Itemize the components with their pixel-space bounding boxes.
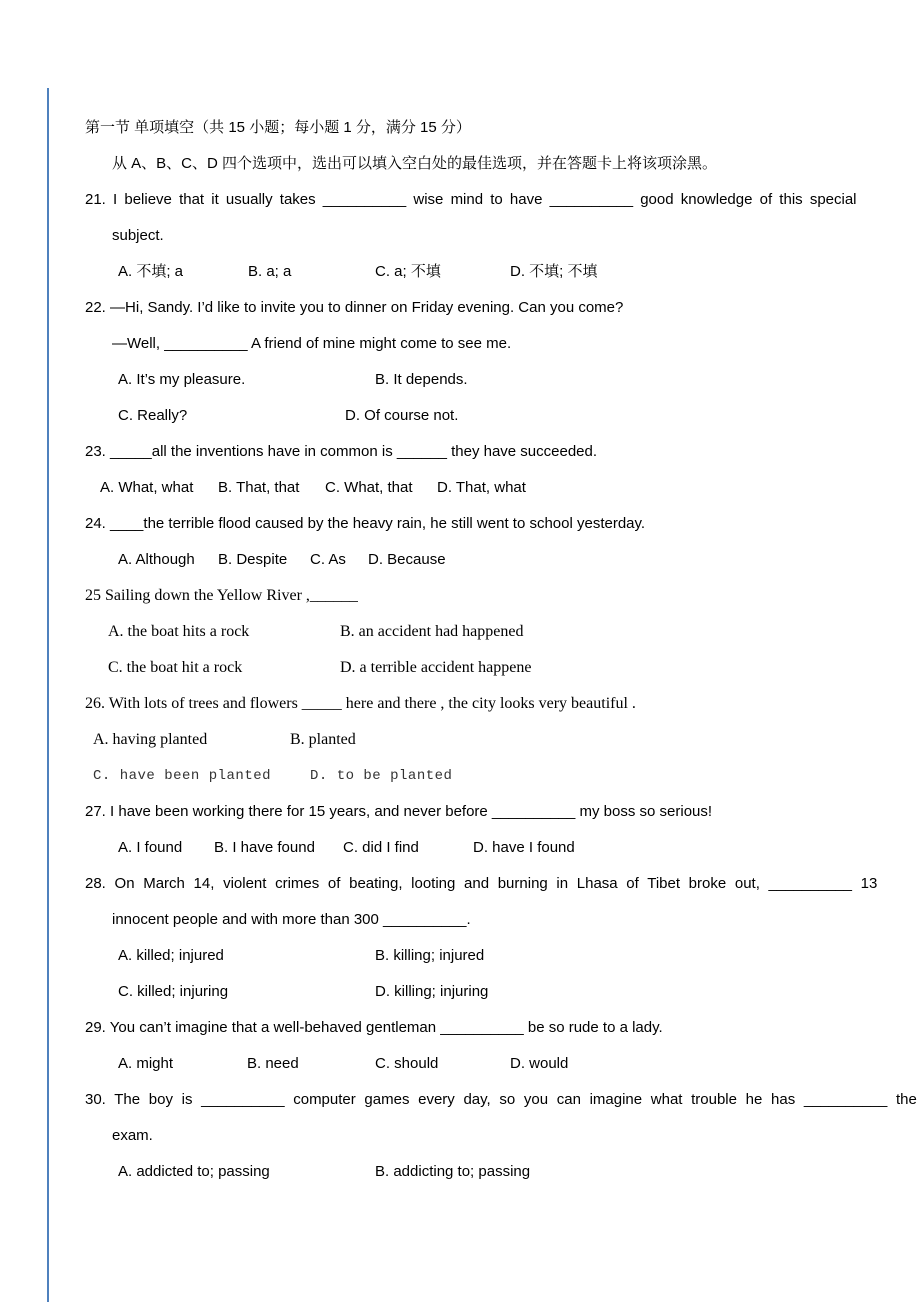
question-text: The boy is __________ computer games every day, so you can imagine what trouble he has __________ the bbox=[114, 1091, 917, 1108]
question-line bbox=[85, 434, 837, 470]
question-text: _____all the inventions have in common is ______ they have succeeded. bbox=[110, 443, 598, 460]
option-d: D. Of course not. bbox=[345, 407, 459, 424]
question-number: 26. bbox=[85, 695, 105, 712]
option-d: D. That, what bbox=[437, 479, 526, 496]
question-number: 27. bbox=[85, 803, 106, 820]
question-28 bbox=[85, 866, 878, 1010]
question-number: 28. bbox=[85, 875, 106, 892]
question-line bbox=[85, 686, 837, 722]
options-row bbox=[85, 1046, 837, 1082]
option-b: B. Despite bbox=[218, 551, 288, 568]
option-d: D. 不填; 不填 bbox=[510, 263, 598, 280]
option-b: B. an accident had happened bbox=[340, 623, 524, 640]
question-line: subject. bbox=[112, 227, 164, 244]
option-c: C. As bbox=[310, 551, 346, 568]
question-21 bbox=[85, 182, 857, 290]
question-25 bbox=[85, 578, 837, 686]
question-number: 23. bbox=[85, 443, 106, 460]
option-c: C. What, that bbox=[325, 479, 413, 496]
option-c: C. killed; injuring bbox=[118, 983, 229, 1000]
question-30 bbox=[85, 1082, 917, 1190]
option-b: B. addicting to; passing bbox=[375, 1163, 531, 1180]
question-line: exam. bbox=[112, 1127, 153, 1144]
options-row bbox=[85, 398, 837, 434]
question-24 bbox=[85, 506, 837, 578]
section-title: 第一节 单项填空（共 15 小题；每小题 1 分，满分 15 分） bbox=[85, 119, 471, 136]
question-line bbox=[85, 506, 837, 542]
option-b: B. I have found bbox=[214, 839, 315, 856]
option-a: A. might bbox=[118, 1055, 174, 1072]
option-d: D. have I found bbox=[473, 839, 575, 856]
options-row bbox=[85, 254, 837, 290]
question-number: 22. bbox=[85, 299, 106, 316]
option-a: A. addicted to; passing bbox=[118, 1163, 270, 1180]
question-line bbox=[85, 1010, 837, 1046]
instruction: 从 A、B、C、D 四个选项中，选出可以填入空白处的最佳选项，并在答题卡上将该项涂黑。 bbox=[112, 155, 718, 172]
options-row bbox=[85, 938, 837, 974]
question-number: 25 bbox=[85, 587, 101, 604]
option-b: B. a; a bbox=[248, 263, 292, 280]
options-row bbox=[85, 830, 837, 866]
option-a: A. killed; injured bbox=[118, 947, 224, 964]
question-line bbox=[85, 866, 878, 902]
question-text: With lots of trees and flowers _____ here and there , the city looks very beautiful . bbox=[108, 695, 636, 712]
question-26 bbox=[85, 686, 837, 794]
question-29 bbox=[85, 1010, 837, 1082]
question-number: 24. bbox=[85, 515, 106, 532]
option-c: C. did I find bbox=[343, 839, 419, 856]
question-line: innocent people and with more than 300 __________. bbox=[112, 911, 471, 928]
option-a: A. What, what bbox=[100, 479, 194, 496]
options-row bbox=[85, 1154, 837, 1190]
option-c: C. a; 不填 bbox=[375, 263, 441, 280]
option-b: B. killing; injured bbox=[375, 947, 485, 964]
option-a: A. having planted bbox=[93, 731, 208, 748]
option-c: C. the boat hit a rock bbox=[108, 659, 243, 676]
option-b: B. That, that bbox=[218, 479, 300, 496]
question-text: You can’t imagine that a well-behaved gentleman __________ be so rude to a lady. bbox=[109, 1019, 663, 1036]
option-d: D. Because bbox=[368, 551, 446, 568]
question-22 bbox=[85, 290, 837, 434]
option-b: B. planted bbox=[290, 731, 356, 748]
question-line bbox=[85, 578, 837, 614]
option-d: D. would bbox=[510, 1055, 569, 1072]
options-row bbox=[85, 650, 837, 686]
question-text: ____the terrible flood caused by the heavy rain, he still went to school yesterday. bbox=[110, 515, 646, 532]
question-line bbox=[85, 794, 837, 830]
option-d: D. to be planted bbox=[310, 768, 453, 784]
question-text: —Hi, Sandy. I’d like to invite you to dinner on Friday evening. Can you come? bbox=[110, 299, 624, 316]
question-number: 29. bbox=[85, 1019, 106, 1036]
option-a: A. 不填; a bbox=[118, 263, 184, 280]
question-27 bbox=[85, 794, 837, 866]
options-row bbox=[85, 542, 837, 578]
options-row bbox=[85, 362, 837, 398]
options-row bbox=[85, 722, 837, 758]
question-text: Sailing down the Yellow River ,______ bbox=[105, 587, 358, 604]
question-number: 21. bbox=[85, 191, 106, 208]
question-line: —Well, __________ A friend of mine might come to see me. bbox=[112, 335, 512, 352]
option-b: B. need bbox=[247, 1055, 299, 1072]
question-line bbox=[85, 1082, 917, 1118]
option-c: C. Really? bbox=[118, 407, 188, 424]
option-b: B. It depends. bbox=[375, 371, 468, 388]
option-a: A. Although bbox=[118, 551, 195, 568]
option-d: D. killing; injuring bbox=[375, 983, 489, 1000]
question-number: 30. bbox=[85, 1091, 106, 1108]
question-line bbox=[85, 182, 857, 218]
question-line bbox=[85, 290, 837, 326]
option-c: C. have been planted bbox=[93, 768, 272, 784]
question-text: I have been working there for 15 years, and never before __________ my boss so serious! bbox=[110, 803, 713, 820]
option-c: C. should bbox=[375, 1055, 439, 1072]
option-a: A. It’s my pleasure. bbox=[118, 371, 246, 388]
option-a: A. the boat hits a rock bbox=[108, 623, 250, 640]
options-row bbox=[85, 974, 837, 1010]
options-row bbox=[85, 758, 837, 794]
question-23 bbox=[85, 434, 837, 506]
question-text: On March 14, violent crimes of beating, looting and burning in Lhasa of Tibet broke out, __________ 13 bbox=[114, 875, 878, 892]
question-text: I believe that it usually takes __________ wise mind to have __________ good knowledge of this special bbox=[113, 191, 857, 208]
options-row bbox=[85, 470, 837, 506]
option-d: D. a terrible accident happene bbox=[340, 659, 532, 676]
option-a: A. I found bbox=[118, 839, 183, 856]
options-row bbox=[85, 614, 837, 650]
